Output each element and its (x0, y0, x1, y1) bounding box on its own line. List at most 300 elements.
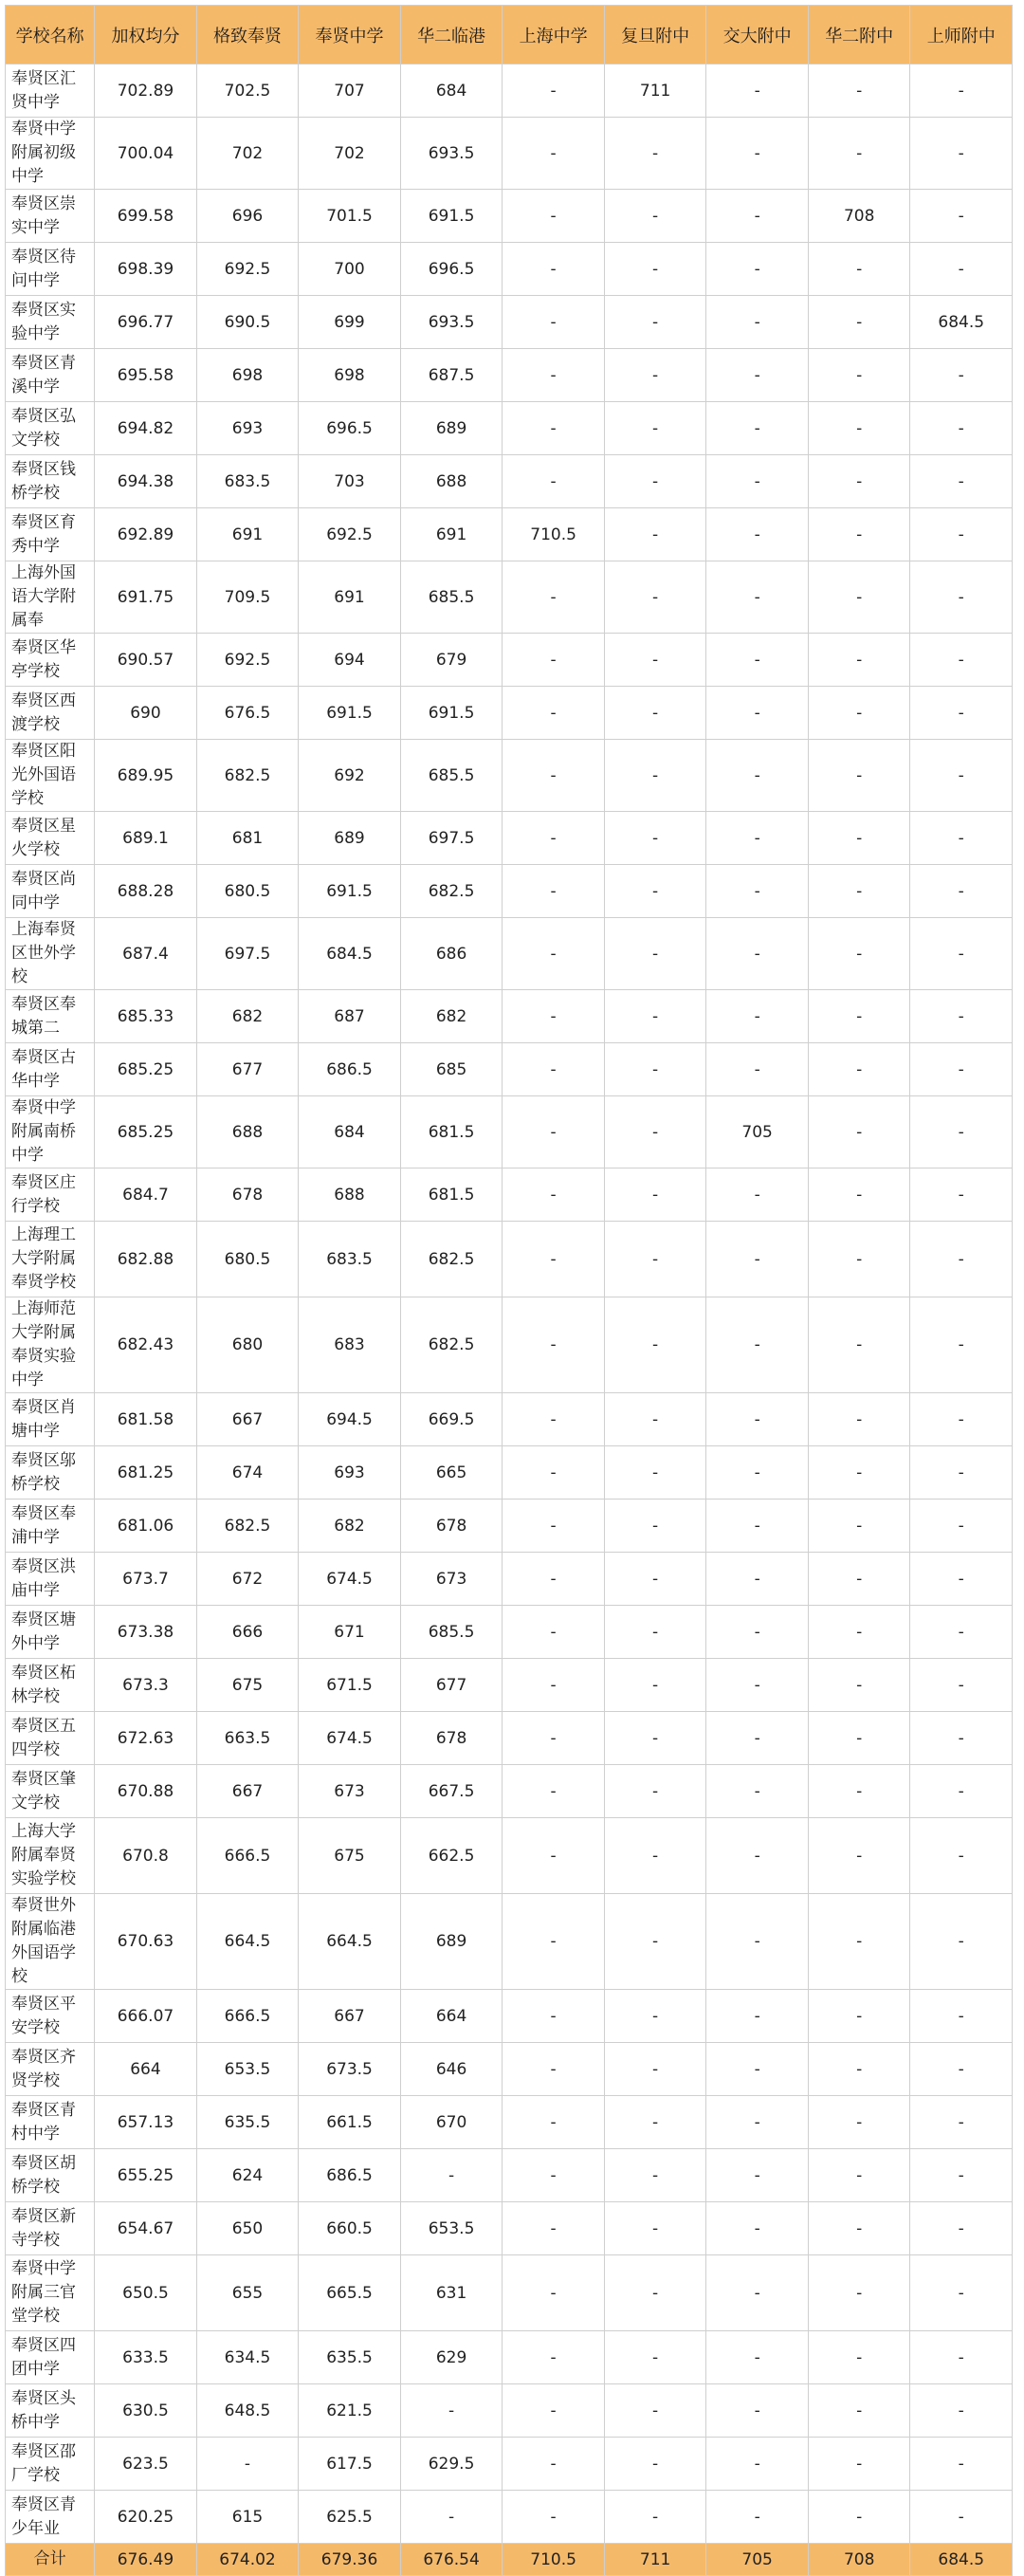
score-cell: 689.1 (95, 812, 197, 865)
table-row (6, 402, 1013, 455)
score-cell: - (910, 1712, 1013, 1765)
score-cell: - (503, 296, 605, 349)
score-cell: 682.5 (196, 1500, 299, 1553)
score-cell: 699.58 (95, 190, 197, 243)
score-cell: 633.5 (95, 2331, 197, 2384)
total-label-cell: 合计 (6, 2544, 95, 2576)
score-cell: - (604, 1043, 706, 1096)
score-cell: - (706, 455, 809, 508)
school-name-cell: 上海理工大学附属奉贤学校 (6, 1222, 95, 1297)
score-cell: 698.39 (95, 243, 197, 296)
score-cell: - (706, 190, 809, 243)
score-cell: 621.5 (299, 2384, 401, 2438)
score-cell: 687 (299, 990, 401, 1043)
score-cell: 682.5 (400, 1222, 503, 1297)
table-row (6, 740, 1013, 812)
score-cell: 702 (299, 118, 401, 190)
score-cell: - (503, 2043, 605, 2096)
score-cell: - (503, 1659, 605, 1712)
table-row (6, 508, 1013, 561)
score-cell: - (910, 1553, 1013, 1606)
score-cell: - (706, 2043, 809, 2096)
score-cell: - (808, 2438, 910, 2491)
score-cell: - (910, 740, 1013, 812)
score-cell: 671.5 (299, 1659, 401, 1712)
school-name-cell: 奉贤区平安学校 (6, 1990, 95, 2043)
table-row (6, 1712, 1013, 1765)
score-cell: 664.5 (299, 1894, 401, 1990)
score-cell: 682.5 (400, 865, 503, 918)
column-header: 华二临港 (400, 6, 503, 64)
score-cell: 702.89 (95, 64, 197, 118)
school-name-cell: 奉贤区华亭学校 (6, 634, 95, 687)
score-cell: 684.5 (299, 918, 401, 990)
score-cell: - (400, 2384, 503, 2438)
score-cell: 660.5 (299, 2202, 401, 2255)
score-cell: 691.5 (299, 687, 401, 740)
score-cell: 682.5 (400, 1297, 503, 1393)
table-row (6, 812, 1013, 865)
score-cell: - (604, 455, 706, 508)
score-cell: - (604, 1168, 706, 1222)
score-cell: 690 (95, 687, 197, 740)
score-cell: 688 (400, 455, 503, 508)
score-cell: - (808, 1765, 910, 1818)
score-cell: - (808, 1168, 910, 1222)
score-cell: - (910, 1096, 1013, 1168)
score-cell: 695.58 (95, 349, 197, 402)
score-cell: - (808, 2043, 910, 2096)
table-row (6, 1818, 1013, 1894)
score-cell: - (808, 1096, 910, 1168)
score-cell: 678 (400, 1500, 503, 1553)
score-cell: 674.5 (299, 1712, 401, 1765)
table-row (6, 1990, 1013, 2043)
score-cell: - (808, 455, 910, 508)
score-cell: 634.5 (196, 2331, 299, 2384)
total-value-cell: 676.49 (95, 2544, 197, 2576)
score-cell: 686.5 (299, 1043, 401, 1096)
score-cell: - (706, 1297, 809, 1393)
score-cell: 708 (808, 190, 910, 243)
score-cell: 631 (400, 2255, 503, 2331)
school-name-cell: 奉贤区汇贤中学 (6, 64, 95, 118)
score-cell: - (604, 349, 706, 402)
score-cell: - (808, 2491, 910, 2544)
table-row (6, 349, 1013, 402)
table-row (6, 118, 1013, 190)
score-cell: - (706, 2202, 809, 2255)
school-name-cell: 上海奉贤区世外学校 (6, 918, 95, 990)
score-cell: 673.7 (95, 1553, 197, 1606)
score-cell: - (706, 2384, 809, 2438)
score-cell: - (910, 402, 1013, 455)
school-name-cell: 奉贤中学附属初级中学 (6, 118, 95, 190)
score-cell: - (604, 990, 706, 1043)
score-cell: - (604, 1818, 706, 1894)
score-cell: 691.5 (299, 865, 401, 918)
score-cell: 670.88 (95, 1765, 197, 1818)
table-row (6, 2043, 1013, 2096)
score-cell: - (503, 1990, 605, 2043)
school-name-cell: 奉贤区邬桥学校 (6, 1446, 95, 1500)
score-cell: - (503, 2491, 605, 2544)
score-cell: - (706, 1990, 809, 2043)
score-cell: - (706, 64, 809, 118)
score-cell: - (503, 2255, 605, 2331)
score-cell: - (604, 1222, 706, 1297)
table-row (6, 1500, 1013, 1553)
score-cell: - (706, 865, 809, 918)
score-cell: 685.5 (400, 561, 503, 634)
score-cell: 680.5 (196, 1222, 299, 1297)
score-cell: - (910, 1894, 1013, 1990)
score-cell: - (910, 918, 1013, 990)
total-value-cell: 679.36 (299, 2544, 401, 2576)
score-cell: - (503, 990, 605, 1043)
score-cell: 694.82 (95, 402, 197, 455)
score-cell: - (706, 1446, 809, 1500)
score-cell: 680.5 (196, 865, 299, 918)
score-cell: 623.5 (95, 2438, 197, 2491)
score-cell: - (910, 1765, 1013, 1818)
score-cell: - (706, 402, 809, 455)
score-cell: - (808, 1990, 910, 2043)
table-row (6, 64, 1013, 118)
school-name-cell: 奉贤区星火学校 (6, 812, 95, 865)
score-cell: - (503, 1553, 605, 1606)
school-name-cell: 奉贤区胡桥学校 (6, 2149, 95, 2202)
column-header: 上师附中 (910, 6, 1013, 64)
score-cell: 694 (299, 634, 401, 687)
score-cell: - (706, 2331, 809, 2384)
score-cell: 635.5 (196, 2096, 299, 2149)
score-cell: 666 (196, 1606, 299, 1659)
score-cell: - (706, 1818, 809, 1894)
column-header: 加权均分 (95, 6, 197, 64)
column-header: 格致奉贤 (196, 6, 299, 64)
score-cell: - (706, 1659, 809, 1712)
score-cell: 671 (299, 1606, 401, 1659)
score-cell: - (604, 1606, 706, 1659)
score-cell: - (604, 2043, 706, 2096)
score-cell: 692.5 (196, 634, 299, 687)
score-cell: 681.25 (95, 1446, 197, 1500)
score-cell: - (503, 740, 605, 812)
score-cell: 615 (196, 2491, 299, 2544)
school-name-cell: 奉贤区崇实中学 (6, 190, 95, 243)
total-value-cell: 684.5 (910, 2544, 1013, 2576)
score-cell: 696 (196, 190, 299, 243)
score-cell: - (808, 1393, 910, 1446)
score-cell: 670.63 (95, 1894, 197, 1990)
table-row (6, 296, 1013, 349)
column-header: 复旦附中 (604, 6, 706, 64)
school-name-cell: 奉贤区柘林学校 (6, 1659, 95, 1712)
score-cell: - (604, 1765, 706, 1818)
score-cell: - (808, 508, 910, 561)
score-cell: 702 (196, 118, 299, 190)
score-cell: 620.25 (95, 2491, 197, 2544)
school-name-cell: 奉贤区实验中学 (6, 296, 95, 349)
score-cell: - (604, 2384, 706, 2438)
score-cell: 673 (400, 1553, 503, 1606)
score-cell: - (503, 687, 605, 740)
score-cell: - (706, 2096, 809, 2149)
score-cell: 655 (196, 2255, 299, 2331)
score-cell: 681.58 (95, 1393, 197, 1446)
total-value-cell: 674.02 (196, 2544, 299, 2576)
score-cell: - (808, 1818, 910, 1894)
score-cell: - (706, 687, 809, 740)
score-cell: - (910, 1297, 1013, 1393)
total-value-cell: 708 (808, 2544, 910, 2576)
score-cell: - (604, 2202, 706, 2255)
score-cell: - (808, 2331, 910, 2384)
total-value-cell: 705 (706, 2544, 809, 2576)
score-cell: 629.5 (400, 2438, 503, 2491)
table-row (6, 2202, 1013, 2255)
column-header: 交大附中 (706, 6, 809, 64)
score-cell: 653.5 (400, 2202, 503, 2255)
score-cell: 678 (196, 1168, 299, 1222)
score-cell: 700 (299, 243, 401, 296)
table-row (6, 918, 1013, 990)
school-name-cell: 奉贤世外附属临港外国语学校 (6, 1894, 95, 1990)
total-row (6, 2544, 1013, 2576)
score-cell: - (910, 64, 1013, 118)
score-cell: 699 (299, 296, 401, 349)
score-cell: - (808, 1500, 910, 1553)
score-cell: - (706, 1393, 809, 1446)
score-cell: - (503, 634, 605, 687)
score-cell: 688 (196, 1096, 299, 1168)
school-name-cell: 奉贤区青村中学 (6, 2096, 95, 2149)
score-cell: - (503, 1712, 605, 1765)
score-cell: - (604, 402, 706, 455)
table-row (6, 2438, 1013, 2491)
score-cell: 674.5 (299, 1553, 401, 1606)
score-cell: - (808, 2384, 910, 2438)
score-cell: 666.5 (196, 1990, 299, 2043)
score-cell: 703 (299, 455, 401, 508)
score-cell: 673.5 (299, 2043, 401, 2096)
score-cell: - (503, 1222, 605, 1297)
score-cell: 664 (95, 2043, 197, 2096)
score-cell: - (808, 812, 910, 865)
score-cell: - (808, 1894, 910, 1990)
score-cell: - (503, 1096, 605, 1168)
score-cell: - (910, 1446, 1013, 1500)
score-cell: - (604, 1894, 706, 1990)
score-cell: - (503, 1043, 605, 1096)
score-cell: - (706, 296, 809, 349)
score-cell: - (706, 118, 809, 190)
total-value-cell: 710.5 (503, 2544, 605, 2576)
score-cell: - (604, 918, 706, 990)
score-cell: - (503, 1446, 605, 1500)
score-cell: 666.07 (95, 1990, 197, 2043)
score-cell: - (910, 455, 1013, 508)
score-cell: 691.75 (95, 561, 197, 634)
score-cell: - (503, 1765, 605, 1818)
score-cell: 686 (400, 918, 503, 990)
school-name-cell: 奉贤区育秀中学 (6, 508, 95, 561)
score-cell: - (604, 812, 706, 865)
score-cell: - (706, 1168, 809, 1222)
score-cell: 691 (400, 508, 503, 561)
score-cell: - (808, 2096, 910, 2149)
total-value-cell: 676.54 (400, 2544, 503, 2576)
score-cell: 685.25 (95, 1043, 197, 1096)
table-row (6, 1894, 1013, 1990)
school-name-cell: 上海师范大学附属奉贤实验中学 (6, 1297, 95, 1393)
table-body (6, 64, 1013, 2576)
score-cell: - (400, 2149, 503, 2202)
score-cell: - (503, 1894, 605, 1990)
score-cell: 684 (400, 64, 503, 118)
score-cell: - (503, 1297, 605, 1393)
score-cell: 664 (400, 1990, 503, 2043)
score-cell: - (910, 1168, 1013, 1222)
score-cell: 673 (299, 1765, 401, 1818)
table-row (6, 1222, 1013, 1297)
score-cell: - (706, 634, 809, 687)
score-cell: - (706, 1894, 809, 1990)
score-cell: - (910, 561, 1013, 634)
score-cell: 689 (299, 812, 401, 865)
score-cell: - (910, 2096, 1013, 2149)
score-cell: - (604, 1446, 706, 1500)
score-cell: 692.89 (95, 508, 197, 561)
score-cell: - (808, 740, 910, 812)
score-cell: 624 (196, 2149, 299, 2202)
score-cell: 672.63 (95, 1712, 197, 1765)
score-cell: 663.5 (196, 1712, 299, 1765)
score-cell: - (910, 1606, 1013, 1659)
score-cell: - (706, 990, 809, 1043)
score-cell: - (503, 1500, 605, 1553)
score-cell: - (503, 243, 605, 296)
score-cell: 670.8 (95, 1818, 197, 1894)
score-cell: 705 (706, 1096, 809, 1168)
table-row (6, 1393, 1013, 1446)
score-cell: - (808, 687, 910, 740)
score-cell: - (503, 561, 605, 634)
score-cell: - (503, 349, 605, 402)
score-cell: - (910, 2438, 1013, 2491)
score-cell: - (604, 2096, 706, 2149)
score-cell: 684.5 (910, 296, 1013, 349)
score-cell: 677 (400, 1659, 503, 1712)
score-cell: 677 (196, 1043, 299, 1096)
score-cell: - (910, 2202, 1013, 2255)
score-cell: - (706, 1043, 809, 1096)
score-cell: - (604, 1500, 706, 1553)
score-cell: - (604, 1659, 706, 1712)
table-row (6, 2255, 1013, 2331)
score-cell: 687.4 (95, 918, 197, 990)
table-row (6, 190, 1013, 243)
score-cell: - (706, 243, 809, 296)
score-cell: - (706, 2491, 809, 2544)
score-cell: - (808, 1222, 910, 1297)
score-cell: 683.5 (196, 455, 299, 508)
score-cell: 685 (400, 1043, 503, 1096)
score-cell: 686.5 (299, 2149, 401, 2202)
score-cell: - (503, 402, 605, 455)
score-cell: - (808, 918, 910, 990)
score-cell: 689.95 (95, 740, 197, 812)
table-row (6, 455, 1013, 508)
score-cell: 688.28 (95, 865, 197, 918)
score-cell: 710.5 (503, 508, 605, 561)
school-name-cell: 奉贤区洪庙中学 (6, 1553, 95, 1606)
score-cell: - (604, 2331, 706, 2384)
score-cell: - (808, 2149, 910, 2202)
score-cell: 689 (400, 402, 503, 455)
score-cell: 688 (299, 1168, 401, 1222)
score-cell: - (910, 508, 1013, 561)
school-name-cell: 奉贤区西渡学校 (6, 687, 95, 740)
school-name-cell: 奉贤中学附属南桥中学 (6, 1096, 95, 1168)
table-row (6, 865, 1013, 918)
score-cell: - (808, 118, 910, 190)
score-cell: - (604, 2255, 706, 2331)
score-cell: - (604, 508, 706, 561)
score-cell: 667 (196, 1393, 299, 1446)
score-cell: 707 (299, 64, 401, 118)
score-cell: - (503, 1818, 605, 1894)
score-cell: 625.5 (299, 2491, 401, 2544)
score-cell: - (706, 740, 809, 812)
score-cell: - (808, 64, 910, 118)
table-row (6, 2096, 1013, 2149)
score-cell: 691 (196, 508, 299, 561)
school-name-cell: 奉贤区奉浦中学 (6, 1500, 95, 1553)
score-cell: - (503, 812, 605, 865)
score-cell: 689 (400, 1894, 503, 1990)
score-cell: 670 (400, 2096, 503, 2149)
score-cell: 693 (196, 402, 299, 455)
score-cell: - (503, 2096, 605, 2149)
column-header: 学校名称 (6, 6, 95, 64)
table-row (6, 2331, 1013, 2384)
score-cell: 682 (299, 1500, 401, 1553)
score-cell: - (604, 190, 706, 243)
score-cell: 673.38 (95, 1606, 197, 1659)
score-cell: 693.5 (400, 118, 503, 190)
school-name-cell: 奉贤区庄行学校 (6, 1168, 95, 1222)
score-cell: - (503, 2202, 605, 2255)
score-cell: 681.5 (400, 1096, 503, 1168)
school-name-cell: 奉贤区齐贤学校 (6, 2043, 95, 2096)
score-cell: - (910, 990, 1013, 1043)
score-cell: - (808, 1659, 910, 1712)
score-cell: - (604, 1096, 706, 1168)
score-cell: 657.13 (95, 2096, 197, 2149)
score-cell: - (400, 2491, 503, 2544)
score-cell: 629 (400, 2331, 503, 2384)
table-row (6, 1659, 1013, 1712)
score-cell: - (808, 1712, 910, 1765)
score-cell: - (503, 1606, 605, 1659)
school-name-cell: 奉贤中学附属三官堂学校 (6, 2255, 95, 2331)
table-row (6, 1043, 1013, 1096)
score-cell: 697.5 (400, 812, 503, 865)
score-cell: - (808, 402, 910, 455)
score-cell: - (706, 918, 809, 990)
